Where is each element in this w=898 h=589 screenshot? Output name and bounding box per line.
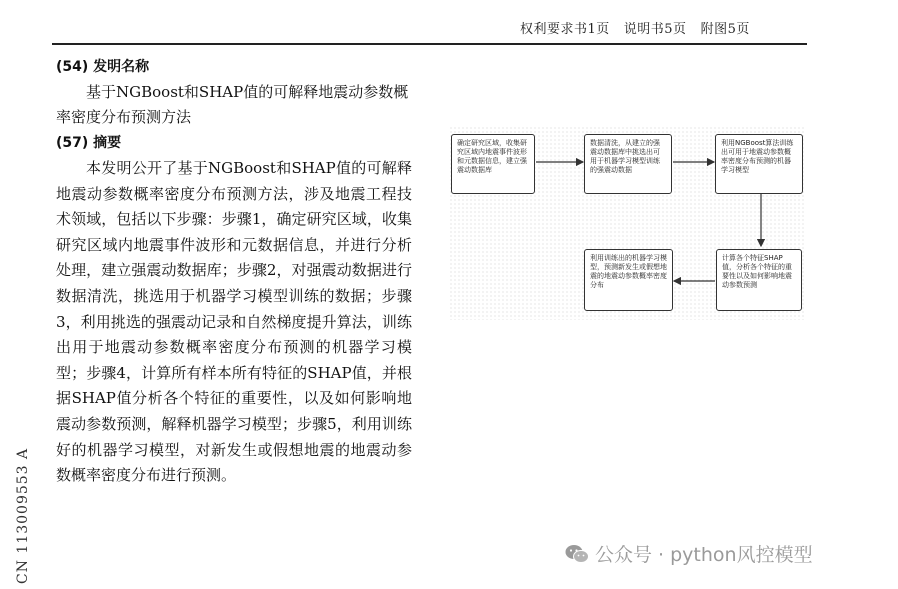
wechat-icon (565, 544, 589, 564)
description-pages: 说明书5页 (623, 22, 687, 37)
watermark-text: 公众号 · python风控模型 (595, 544, 813, 566)
drawing-pages: 附图5页 (700, 22, 750, 37)
flow-step-2: 数据清洗，从建立的强震动数据库中挑选出可用于机器学习模型训练的强震动数据 (584, 134, 672, 194)
flow-step-4: 计算各个特征SHAP值，分析各个特征的重要性以及如何影响地震动参数预测 (716, 249, 802, 311)
page-count-header (520, 18, 750, 37)
title-label: (54) 发明名称 (56, 59, 150, 75)
flowchart (449, 126, 806, 320)
flow-step-5: 利用训练出的机器学习模型，预测新发生或假想地震的地震动参数概率密度分布 (584, 249, 673, 311)
flow-step-3: 利用NGBoost算法训练出可用于地震动参数概率密度分布预测的机器学习模型 (715, 134, 803, 194)
abstract-text: 本发明公开了基于NGBoost和SHAP值的可解释地震动参数概率密度分布预测方法，涉及地震工程技术领域，包括以下步骤：步骤1，确定研究区域，收集研究区域内地震事件波形和元数据信息，并进行分析处理，建立强震动数据库；步骤2，对强震动数据进行数据清洗，挑选用于机器学习模型训练的数据；步骤3，利用挑选的强震动记录和自然梯度提升算法，训练出用于地震动参数概率密度分布预测的机器学习模型；步骤4，计算所有样本所有特征的SHAP值，并根据SHAP值分析各个特征的重要性，以及如何影响地震动参数预测，解释机器学习模型；步骤5，利用训练好的机器学习模型，对新发生或假想地震的地震动参数概率密度分布进行预测。 (56, 159, 412, 485)
patent-number: CN 113009553 A (15, 447, 31, 584)
abstract-label: (57) 摘要 (56, 135, 122, 151)
header-rule (52, 43, 807, 45)
claims-pages: 权利要求书1页 (520, 22, 610, 37)
flow-step-1: 确定研究区域，收集研究区域内地震事件波形和元数据信息，建立强震动数据库 (451, 134, 535, 194)
watermark (565, 540, 813, 567)
invention-title: 基于NGBoost和SHAP值的可解释地震动参数概率密度分布预测方法 (56, 83, 409, 126)
